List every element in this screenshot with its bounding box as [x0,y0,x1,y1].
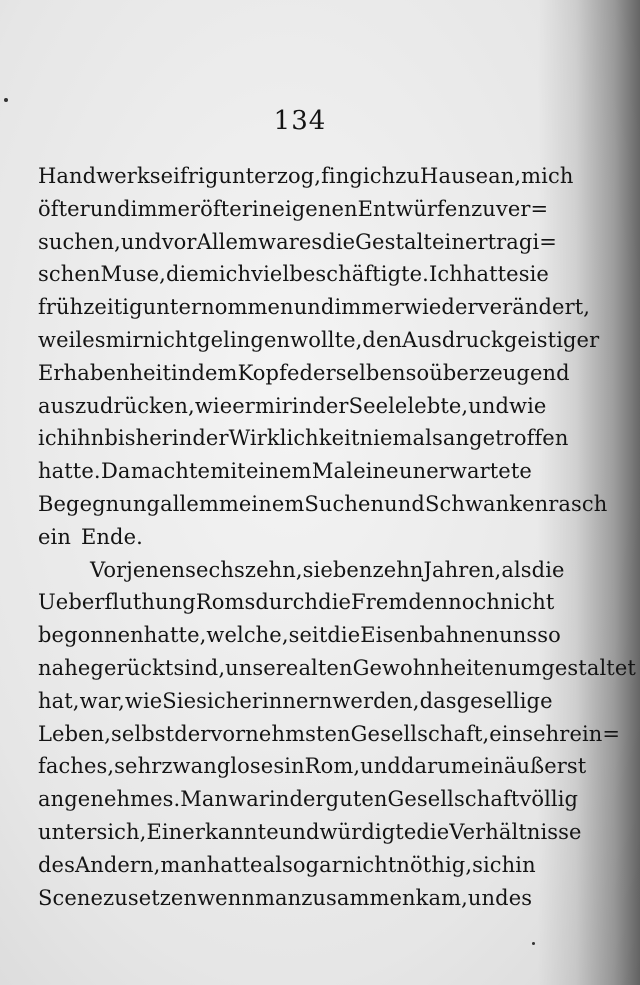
word: wie [124,688,163,713]
word: Schwanken [424,491,549,516]
word: und [384,491,425,516]
word: in [291,393,313,418]
word: geistiger [503,327,600,352]
word: das [419,688,457,713]
word: in [515,852,536,877]
word: der [289,787,326,812]
word: zusammenkam, [301,885,468,910]
word: und [293,295,335,320]
word: des [38,852,75,877]
word: wollte, [290,327,363,352]
word: jenen [126,557,186,582]
word: gelingen [197,327,291,352]
word: noch [448,590,500,615]
word: in [284,754,305,779]
word: den [362,327,403,352]
word: Seele [348,393,408,418]
word: der [312,393,349,418]
word: eigenen [272,196,358,221]
word: immer [130,196,201,221]
word: umgestaltet [507,655,636,680]
word: verändert, [477,295,591,320]
word: unterzog, [218,164,322,188]
word: Fremden [351,590,449,615]
word: Ende. [80,524,143,549]
word: hatte [462,262,519,287]
word: Vor [90,557,127,582]
word: hatte, [143,623,207,648]
text-line [38,849,536,882]
word: Erhabenheit [38,360,172,385]
word: einem [246,459,312,484]
word: ich [38,426,71,451]
word: so [537,623,561,648]
text-line [38,816,582,849]
word: es [82,327,106,352]
word: rasch [548,491,608,516]
word: frühzeitig [38,295,143,320]
word: die [165,262,199,287]
word: mir [105,327,143,352]
word: sechszehn, [185,557,303,582]
word: angenehmes. [38,787,181,812]
word: es [508,885,533,910]
word: alten [298,655,353,680]
word: werden, [332,688,420,713]
word: erinnern [239,688,333,713]
text-line [38,291,591,324]
word: Man [180,787,229,812]
word: Jahren, [423,557,502,582]
word: so [405,360,430,385]
word: wieder [404,295,478,320]
word: Da [100,459,131,484]
word: öfter [38,196,90,221]
word: tragi= [487,229,557,254]
text-line [38,422,569,455]
word: zu [471,196,496,221]
word: nicht [341,852,397,877]
text-line [38,554,565,587]
word: nicht [142,327,198,352]
word: man [254,885,302,910]
word: sehr [114,754,162,779]
word: Ausdruck [402,327,504,352]
word: ihn [70,426,105,451]
text-line [38,882,532,915]
word: welche, [206,623,289,648]
text-line [38,685,553,718]
word: und [120,229,162,254]
word: war, [79,688,125,713]
word: unsere [225,655,299,680]
word: wie [194,393,233,418]
word: angetroffen [442,426,569,451]
word: bisher [104,426,172,451]
body-text [38,160,636,914]
word: Begegnung [38,491,161,516]
word: wie [509,393,547,418]
word: zu [395,164,421,188]
word: war [258,229,299,254]
word: vornehmsten [210,721,351,746]
word: und [360,754,401,779]
word: sich [196,688,240,713]
word: die [327,623,361,648]
text-line [38,193,549,226]
word: Gewohnheiten [352,655,508,680]
word: Verhältnisse [449,819,582,844]
word: Mal [311,459,353,484]
word: Muse, [100,262,166,287]
text-line [38,619,561,652]
word: ver= [495,196,549,221]
word: in [171,426,193,451]
word: beschäftigte. [289,262,429,287]
word: durch [255,590,319,615]
text-line [38,488,608,521]
word: mich [198,262,252,287]
word: derselben [299,360,406,385]
word: ein= [569,721,621,746]
print-speck [4,98,8,102]
word: unerwartete [399,459,532,484]
text-line [38,226,557,259]
word: schen [38,262,101,287]
word: die [318,590,352,615]
text-line [38,258,549,291]
text-line [38,521,532,554]
word: in [251,196,273,221]
word: sind, [173,655,226,680]
word: kannte [204,819,279,844]
word: öfter [200,196,252,221]
text-line [38,357,570,390]
word: gar [305,852,342,877]
word: begonnen [38,623,144,648]
word: die [416,819,450,844]
word: Einer [146,819,205,844]
word: nahe [38,655,91,680]
text-line [38,586,555,619]
word: die [531,557,565,582]
word: ein [470,754,504,779]
word: Gesellschaft, [350,721,490,746]
word: an, [488,164,522,188]
word: überzeugend [429,360,570,385]
word: in [269,787,290,812]
page-number: 134 [273,106,327,136]
word: unter [38,819,97,844]
word: sie [518,262,549,287]
word: würdigte [319,819,417,844]
text-line [38,652,636,685]
word: sehr [522,721,570,746]
word: ein [38,524,71,549]
text-line [38,390,547,423]
word: war [228,787,269,812]
word: mich [521,164,574,188]
word: äußerst [503,754,587,779]
word: eifrig [160,164,219,188]
word: eine [353,459,399,484]
word: ein [489,721,523,746]
word: Allem [196,229,259,254]
word: hatte. [38,459,101,484]
word: er [232,393,255,418]
text-line [38,324,600,357]
word: Leben, [38,721,112,746]
word: seit [288,623,328,648]
word: Andern, [74,852,161,877]
word: Entwürfen [357,196,472,221]
word: es [298,229,323,254]
word: viel [251,262,290,287]
word: guten [325,787,388,812]
word: Suchen [304,491,385,516]
word: Kopfe [237,360,300,385]
word: mir [254,393,292,418]
word: mit [210,459,246,484]
word: faches, [38,754,115,779]
text-line [38,718,621,751]
word: setzen [127,885,198,910]
word: Roms [195,590,256,615]
text-line [38,455,532,488]
word: Ueberfluthung [38,590,196,615]
text-line [38,750,587,783]
print-speck [532,942,535,945]
text-line [38,783,579,816]
word: Wirklichkeit [228,426,360,451]
word: weil [38,327,83,352]
word: Gesellschaft [387,787,520,812]
word: und [278,819,320,844]
word: und [468,393,509,418]
word: Ich [428,262,463,287]
word: einer [431,229,488,254]
word: unternommen [142,295,294,320]
word: man [160,852,207,877]
word: machte [130,459,211,484]
word: Eisenbahnen [360,623,500,648]
word: allem [160,491,219,516]
word: nicht [499,590,555,615]
word: fing [321,164,363,188]
word: Handwerks [38,164,161,188]
word: als [501,557,532,582]
word: hat, [38,688,80,713]
word: darum [400,754,471,779]
word: uns [499,623,538,648]
word: zwangloses [161,754,285,779]
word: und [89,196,131,221]
word: nöthig, [396,852,473,877]
word: wenn [197,885,255,910]
text-line [38,160,574,193]
word: der [174,721,211,746]
word: Scene [38,885,104,910]
word: hatte [206,852,263,877]
word: niemals [359,426,443,451]
word: Rom, [304,754,361,779]
word: also [262,852,306,877]
word: und [467,885,509,910]
word: gerückt [90,655,174,680]
word: der [192,426,229,451]
word: völlig [519,787,579,812]
word: Gestalt [355,229,432,254]
word: zu [103,885,128,910]
word: gesellige [456,688,553,713]
word: die [322,229,356,254]
word: meinem [218,491,305,516]
word: ich [362,164,396,188]
word: vor [161,229,197,254]
word: siebenzehn [302,557,424,582]
word: Hause [420,164,489,188]
word: suchen, [38,229,121,254]
word: sich [472,852,516,877]
word: sich, [96,819,147,844]
word: auszudrücken, [38,393,195,418]
word: lebte, [407,393,469,418]
word: immer [334,295,404,320]
word: Sie [162,688,197,713]
word: dem [191,360,238,385]
word: selbst [111,721,175,746]
word: in [171,360,192,385]
